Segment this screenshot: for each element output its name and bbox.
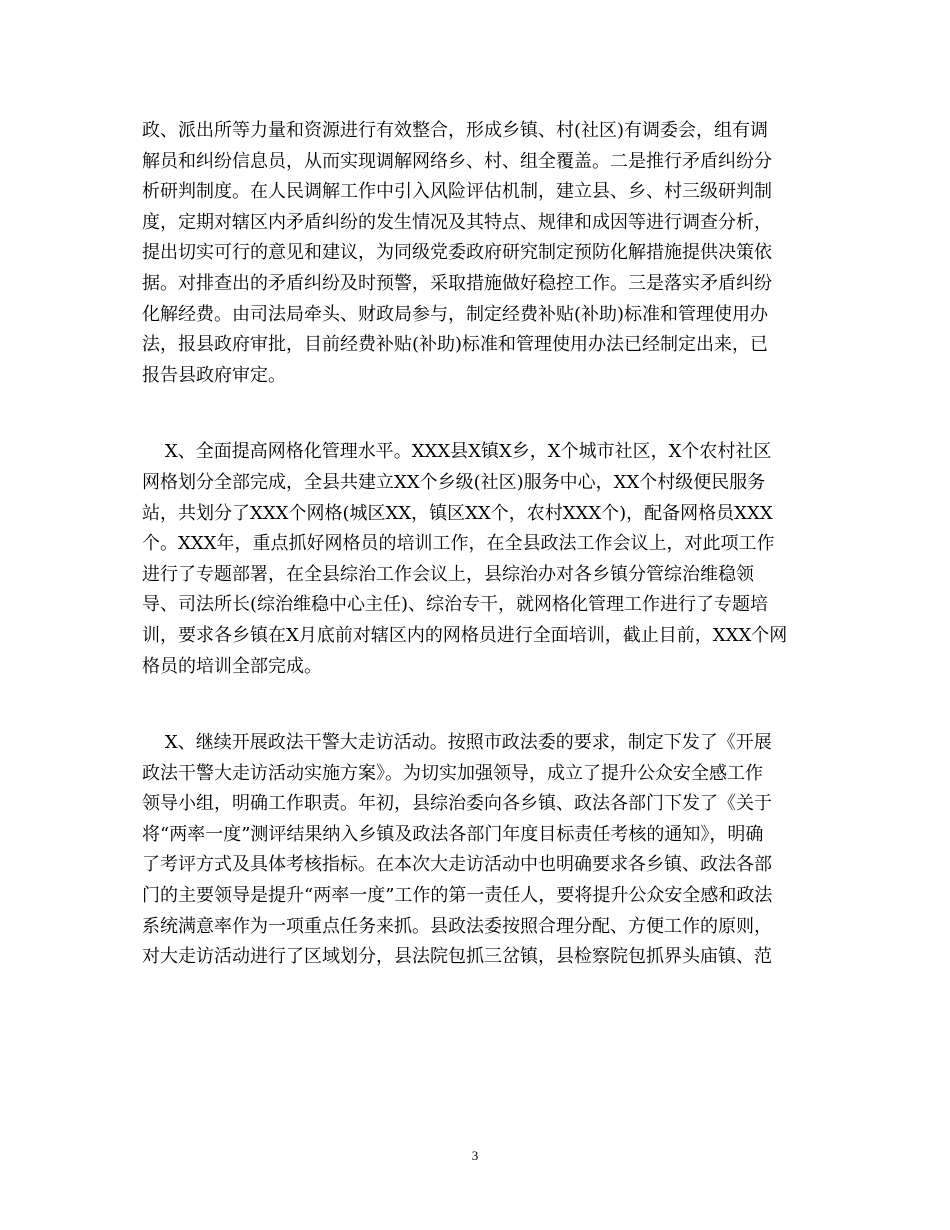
paragraph-mediation-network	[142, 116, 810, 391]
text-line: 导、司法所长(综治维稳中心主任)、综治专干，就网格化管理工作进行了专题培	[142, 594, 769, 616]
text-line: 解员和纠纷信息员，从而实现调解网络乡、村、组全覆盖。二是推行矛盾纠纷分	[142, 150, 772, 172]
text-line: 度，定期对辖区内矛盾纠纷的发生情况及其特点、规律和成因等进行调查分析，	[142, 211, 772, 233]
text-line: 政法干警大走访活动实施方案》。为切实加强领导，成立了提升公众安全感工作	[142, 762, 763, 784]
text-line: 将“两率一度”测评结果纳入乡镇及政法各部门年度目标责任考核的通知》，明确	[142, 823, 764, 845]
text-line: X、全面提高网格化管理水平。XXX县X镇X乡，X个城市社区，X个农村社区	[142, 441, 772, 463]
text-line: 了考评方式及具体考核指标。在本次大走访活动中也明确要求各乡镇、政法各部	[142, 854, 772, 876]
paragraph-visit-campaign	[142, 728, 810, 973]
paragraph-spacer	[142, 391, 810, 437]
text-line: 提出切实可行的意见和建议，为同级党委政府研究制定预防化解措施提供决策依	[142, 242, 772, 264]
text-line: 网格划分全部完成，全县共建立XX个乡级(社区)服务中心，XX个村级便民服务	[142, 471, 766, 493]
text-line: 法，报县政府审批，目前经费补贴(补助)标准和管理使用办法已经制定出来，已	[142, 334, 769, 356]
text-line: 政、派出所等力量和资源进行有效整合，形成乡镇、村(社区)有调委会，组有调	[142, 120, 769, 141]
document-body	[142, 116, 810, 973]
page-number: 3	[471, 1148, 479, 1163]
text-line: X、继续开展政法干警大走访活动。按照市政法委的要求，制定下发了《开展	[142, 732, 772, 754]
text-line: 对大走访活动进行了区域划分，县法院包抓三岔镇，县检察院包抓界头庙镇、范	[142, 946, 772, 968]
text-line: 据。对排查出的矛盾纠纷及时预警，采取措施做好稳控工作。三是落实矛盾纠纷	[142, 272, 772, 294]
text-line: 系统满意率作为一项重点任务来抓。县政法委按照合理分配、方便工作的原则，	[142, 915, 772, 937]
text-line: 门的主要领导是提升“两率一度”工作的第一责任人，要将提升公众安全感和政法	[142, 885, 773, 907]
text-line: 个。XXX年，重点抓好网格员的培训工作，在全县政法工作会议上，对此项工作	[142, 533, 775, 555]
text-line: 析研判制度。在人民调解工作中引入风险评估机制，建立县、乡、村三级研判制	[142, 181, 772, 203]
text-line: 化解经费。由司法局牵头、财政局参与，制定经费补贴(补助)标准和管理使用办	[142, 303, 769, 325]
text-line: 站，共划分了XXX个网格(城区XX，镇区XX个，农村XXX个)，配备网格员XXX	[142, 502, 773, 524]
text-line: 报告县政府审定。	[142, 364, 286, 386]
text-line: 格员的培训全部完成。	[142, 655, 322, 677]
text-line: 进行了专题部署，在全县综治工作会议上，县综治办对各乡镇分管综治维稳领	[142, 563, 754, 585]
paragraph-grid-management	[142, 437, 810, 682]
paragraph-spacer	[142, 682, 810, 728]
text-line: 训，要求各乡镇在X月底前对辖区内的网格员进行全面培训，截止目前，XXX个网	[142, 624, 788, 646]
text-line: 领导小组，明确工作职责。年初，县综治委向各乡镇、政法各部门下发了《关于	[142, 793, 772, 815]
